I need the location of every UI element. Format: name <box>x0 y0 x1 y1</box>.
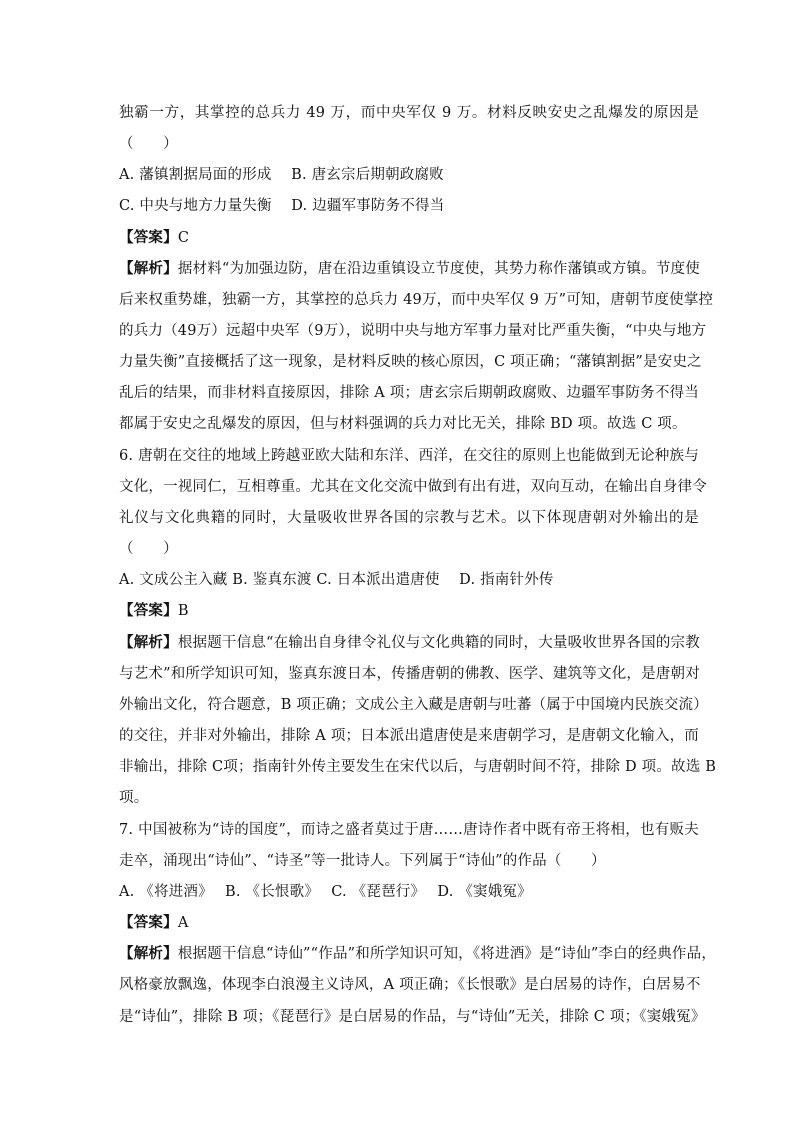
text-line: 独霸一方，其掌控的总兵力 49 万，而中央军仅 9 万。材料反映安史之乱爆发的原因是 <box>119 105 699 121</box>
answer-value: C <box>177 230 190 246</box>
answer-label: 【答案】 <box>119 602 178 619</box>
text-line: 文化，一视同仁，互相尊重。尤其在文化交流中做到有出有进，双向互动，在输出自身律令 <box>119 479 707 495</box>
answer-blank: （ ） <box>119 136 178 152</box>
analysis-line <box>119 633 699 653</box>
option-line: C. 中央与地方力量失衡 D. 边疆军事防务不得当 <box>119 198 445 214</box>
answer-line <box>119 913 699 933</box>
text-line: 非输出，排除 C项；指南针外传主要发生在宋代以后，与唐朝时间不符，排除 D 项。故选 B <box>119 759 717 775</box>
text-line: 走卒，涌现出“诗仙”、“诗圣”等一批诗人。下列属于“诗仙”的作品（ ） <box>119 853 606 869</box>
text-line: 力量失衡”直接概括了这一现象，是材料反映的核心原因，C 项正确；“藩镇割据”是安史之 <box>119 354 702 370</box>
analysis-text: 据材料“为加强边防，唐在沿边重镇设立节度使，其势力称作藩镇或方镇。节度使 <box>177 261 700 277</box>
text-line: 与艺术”和所学知识可知，鉴真东渡日本，传播唐朝的佛教、医学、建筑等文化，是唐朝对 <box>119 666 700 682</box>
text-line: 的兵力（49万）远超中央军（9万），说明中央与地方军事力量对比严重失衡，“中央与地方 <box>119 323 707 339</box>
text-line: 都属于安史之乱爆发的原因，但与材料强调的兵力对比无关，排除 BD 项。故选 C 项。 <box>119 416 687 432</box>
answer-label: 【答案】 <box>119 914 178 931</box>
answer-label: 【答案】 <box>119 229 178 246</box>
option-line: A. 藩镇割据局面的形成 B. 唐玄宗后期朝政腐败 <box>119 167 444 183</box>
analysis-label: 【解析】 <box>119 945 178 962</box>
analysis-text: 根据题干信息“在输出自身律令礼仪与文化典籍的同时，大量吸收世界各国的宗教 <box>177 635 700 651</box>
answer-value: B <box>177 603 189 619</box>
question-line: 7. 中国被称为“诗的国度”，而诗之盛者莫过于唐……唐诗作者中既有帝王将相，也有贩夫 <box>119 822 699 838</box>
text-line: 项。 <box>119 790 149 806</box>
text-line: 的交往，并非对外输出，排除 A 项；日本派出遣唐使是来唐朝学习，是唐朝文化输入，而 <box>119 728 699 744</box>
analysis-label: 【解析】 <box>119 634 178 651</box>
text-line: 外输出文化，符合题意，B 项正确；文成公主入藏是唐朝与吐蕃（属于中国境内民族交流） <box>119 697 708 713</box>
text-line: 后来权重势雄，独霸一方，其掌控的总兵力 49万，而中央军仅 9 万”可知，唐朝节度使掌控 <box>119 292 714 308</box>
answer-blank: （ ） <box>119 541 178 557</box>
text-line: 是“诗仙”，排除 B 项；《琵琶行》是白居易的作品，与“诗仙”无关，排除 C 项；《窦娥冤》 <box>119 1009 706 1025</box>
question-line: 6. 唐朝在交往的地域上跨越亚欧大陆和东洋、西洋，在交往的原则上也能做到无论种族与 <box>119 448 699 464</box>
analysis-line <box>119 944 717 964</box>
text-line: 乱后的结果，而非材料直接原因，排除 A 项；唐玄宗后期朝政腐败、边疆军事防务不得当 <box>119 385 699 401</box>
option-line: A. 文成公主入藏 B. 鉴真东渡 C. 日本派出遣唐使 D. 指南针外传 <box>119 572 554 588</box>
option-line: A. 《将进酒》 B. 《长恨歌》 C. 《琵琶行》 D. 《窦娥冤》 <box>119 884 532 900</box>
analysis-text: 根据题干信息“诗仙”“作品”和所学知识可知，《将进酒》是“诗仙”李白的经典作品， <box>177 946 717 962</box>
text-line: 礼仪与文化典籍的同时，大量吸收世界各国的宗教与艺术。以下体现唐朝对外输出的是 <box>119 510 699 526</box>
answer-line <box>119 601 699 621</box>
analysis-line <box>119 259 699 279</box>
text-line: 风格豪放飘逸，体现李白浪漫主义诗风，A 项正确；《长恨歌》是白居易的诗作，白居易不 <box>119 977 701 993</box>
analysis-label: 【解析】 <box>119 260 178 277</box>
answer-line <box>119 228 699 248</box>
answer-value: A <box>177 915 189 931</box>
